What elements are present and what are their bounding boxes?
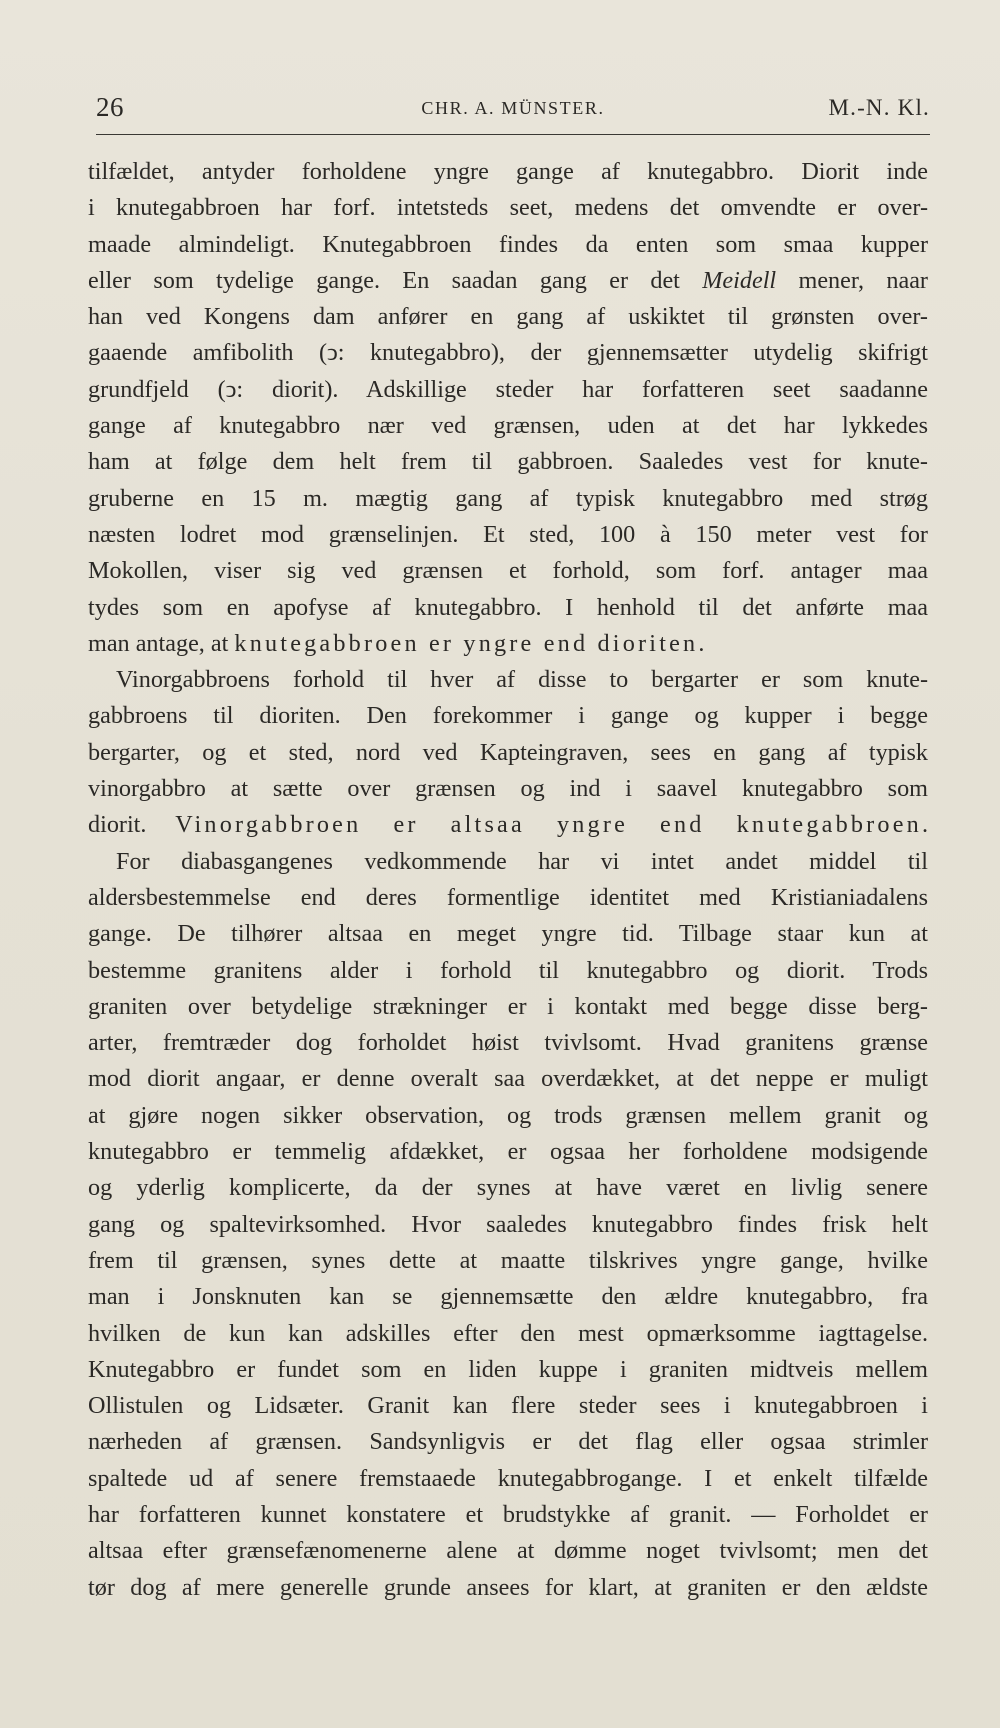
- text-run: diorit.: [88, 811, 176, 839]
- running-head-author: CHR. A. MÜNSTER.: [421, 98, 605, 118]
- text-line: nærheden af grænsen. Sandsynligvis er det flag eller ogsaa strimler: [88, 1428, 928, 1456]
- text-line: [88, 263, 928, 299]
- text-line: gange. De tilhører altsaa en meget yngre tid. Tilbage staar kun at: [88, 920, 928, 948]
- text-line: ham at følge dem helt frem til gabbroen. Saaledes vest for knute-: [88, 448, 928, 476]
- text-line: han ved Kongens dam anfører en gang af uskiktet til grønsten over-: [88, 303, 928, 331]
- text-line: mod diorit angaar, er denne overalt saa overdækket, at det neppe er muligt: [88, 1065, 928, 1093]
- text-line: hvilken de kun kan adskilles efter den mest opmærksomme iagttagelse.: [88, 1319, 928, 1347]
- text-line: bestemme granitens alder i forhold til knutegabbro og diorit. Trods: [88, 956, 928, 984]
- text-line: grundfjeld (ↄ: diorit). Adskillige steder har forfatteren seet saadanne: [88, 375, 928, 403]
- text-line: tør dog af mere generelle grunde ansees for klart, at graniten er den ældste: [88, 1573, 928, 1601]
- text-line: aldersbestemmelse end deres formentlige identitet med Kristianiadalens: [88, 883, 928, 911]
- text-line: altsaa efter grænsefænomenerne alene at dømme noget tvivlsomt; men det: [88, 1537, 928, 1565]
- text-line: gruberne en 15 m. mægtig gang af typisk knutegabbro med strøg: [88, 484, 928, 512]
- text-line: knutegabbro er temmelig afdækket, er ogsaa her forholdene modsigende: [88, 1138, 928, 1166]
- text-line: graniten over betydelige strækninger er i kontakt med begge disse berg-: [88, 992, 928, 1020]
- text-line: gang og spaltevirksomhed. Hvor saaledes knutegabbro findes frisk helt: [88, 1210, 928, 1238]
- text-line: maade almindeligt. Knutegabbroen findes da enten som smaa kupper: [88, 230, 928, 258]
- text-line: spaltede ud af senere fremstaaede knutegabbrogange. I et enkelt tilfælde: [88, 1464, 928, 1492]
- body-text: [88, 154, 928, 1606]
- text-line: frem til grænsen, synes dette at maatte tilskrives yngre gange, hvilke: [88, 1246, 928, 1274]
- text-line: Mokollen, viser sig ved grænsen et forhold, som forf. antager maa: [88, 557, 928, 585]
- text-line: har forfatteren kunnet konstatere et brudstykke af granit. — Forholdet er: [88, 1500, 928, 1528]
- page-header: [96, 92, 930, 126]
- text-line: og yderlig komplicerte, da der synes at have været en livlig senere: [88, 1174, 928, 1202]
- text-line: tydes som en apofyse af knutegabbro. I henhold til det anførte maa: [88, 593, 928, 621]
- text-line: bergarter, og et sted, nord ved Kapteingraven, sees en gang af typisk: [88, 738, 928, 766]
- text-run: man antage, at: [88, 629, 235, 657]
- text-line: Knutegabbro er fundet som en liden kuppe i graniten midtveis mellem: [88, 1355, 928, 1383]
- text-line: For diabasgangenes vedkommende har vi intet andet middel til: [116, 847, 928, 875]
- text-line: Ollistulen og Lidsæter. Granit kan flere steder sees i knutegabbroen i: [88, 1392, 928, 1420]
- text-line: næsten lodret mod grænselinjen. Et sted, 100 à 150 meter vest for: [88, 520, 928, 548]
- header-rule: [96, 134, 930, 135]
- text-line: Vinorgabbroens forhold til hver af disse to bergarter er som knute-: [116, 666, 928, 694]
- text-line: [88, 626, 928, 662]
- text-run: .: [698, 629, 705, 657]
- text-run: .: [921, 811, 928, 839]
- text-line: gabbroens til dioriten. Den forekommer i gange og kupper i begge: [88, 702, 928, 730]
- text-line: vinorgabbro at sætte over grænsen og ind i saavel knutegabbro som: [88, 775, 928, 803]
- text-line: [88, 807, 928, 843]
- spaced-emphasis: Vinorgabbroen er altsaa yngre end knutegabbroen: [175, 811, 922, 839]
- spaced-emphasis: knutegabbroen er yngre end dioriten: [234, 629, 699, 657]
- text-line: man i Jonsknuten kan se gjennemsætte den ældre knutegabbro, fra: [88, 1283, 928, 1311]
- text-line: at gjøre nogen sikker observation, og trods grænsen mellem granit og: [88, 1101, 928, 1129]
- text-run: mener, naar: [776, 266, 928, 294]
- page-number: 26: [96, 92, 124, 122]
- text-run: eller som tydelige gange. En saadan gang er det: [88, 266, 703, 294]
- text-line: gaaende amfibolith (ↄ: knutegabbro), der gjennemsætter utydelig skifrigt: [88, 339, 928, 367]
- author-name-meidell: Meidell: [702, 266, 777, 294]
- text-line: i knutegabbroen har forf. intetsteds seet, medens det omvendte er over-: [88, 194, 928, 222]
- text-line: tilfældet, antyder forholdene yngre gange af knutegabbro. Diorit inde: [88, 158, 928, 185]
- running-head-section: M.-N. Kl.: [828, 95, 930, 120]
- text-line: gange af knutegabbro nær ved grænsen, uden at det har lykkedes: [88, 412, 928, 440]
- text-line: arter, fremtræder dog forholdet høist tvivlsomt. Hvad granitens grænse: [88, 1029, 928, 1057]
